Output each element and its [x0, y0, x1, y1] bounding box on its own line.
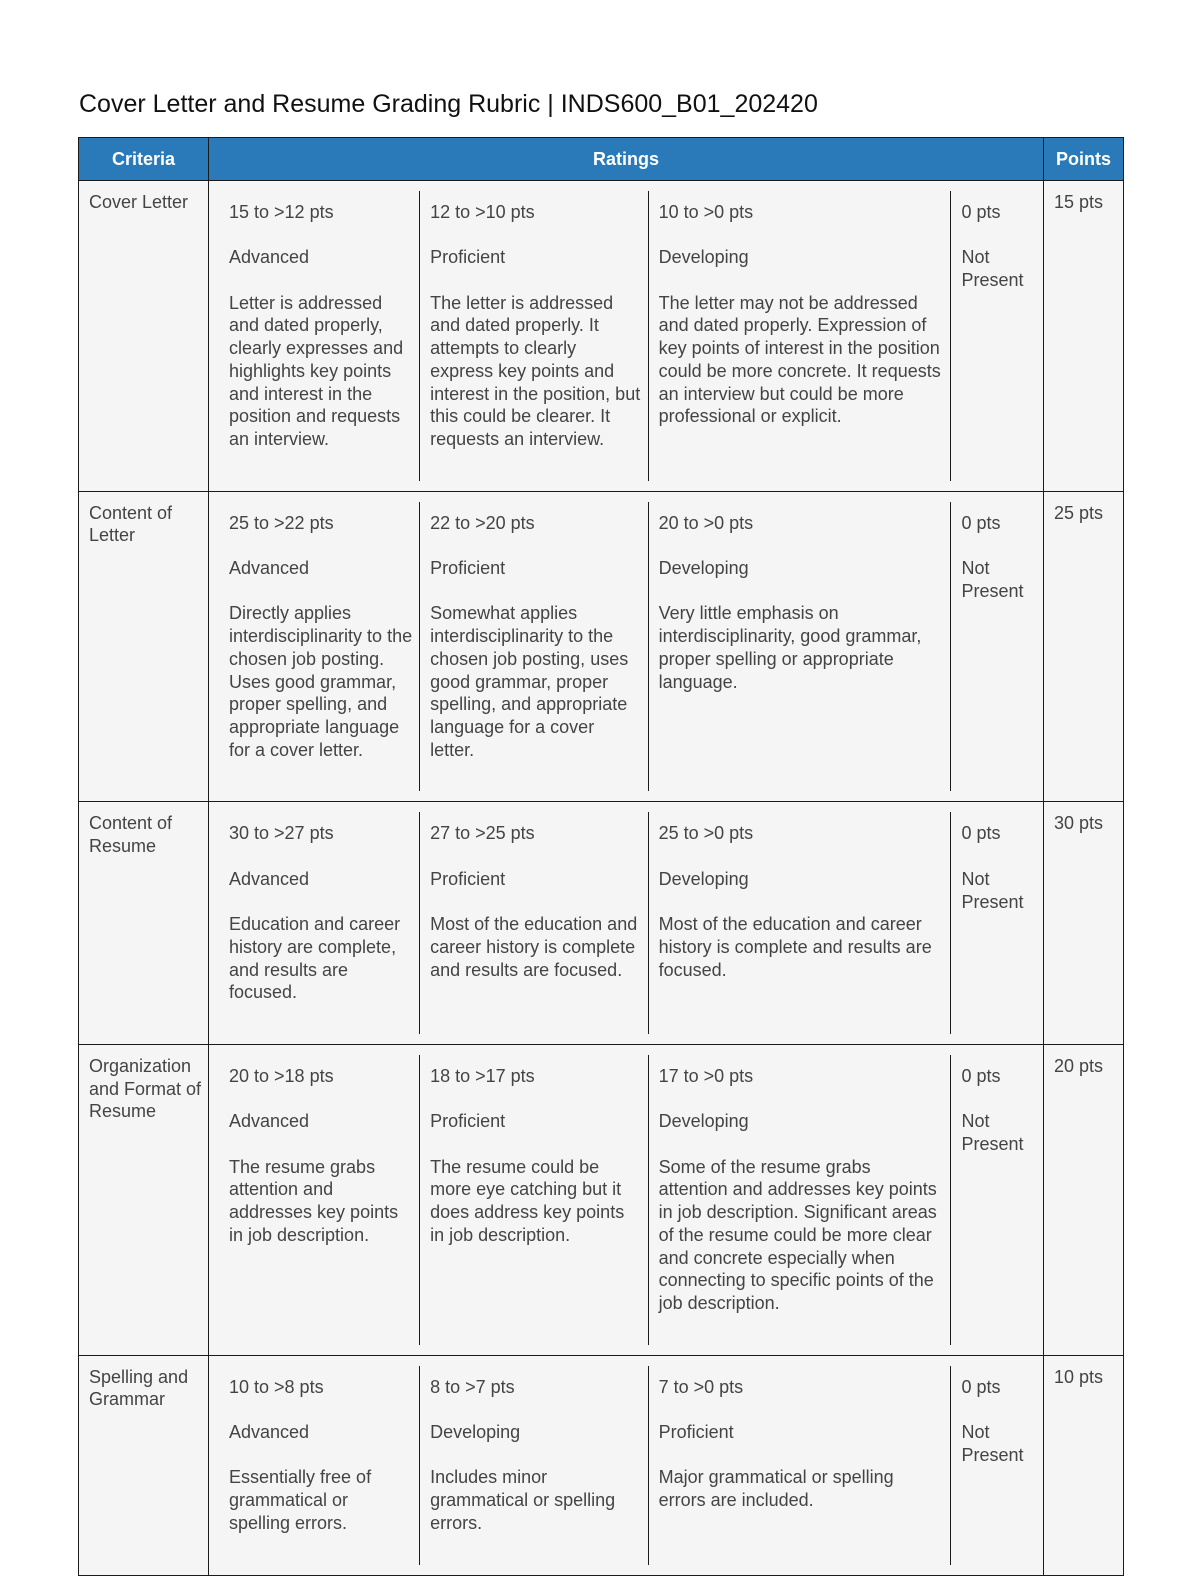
rating-points: 0 pts: [961, 512, 1001, 533]
rating-level: Developing: [430, 1422, 521, 1443]
criteria-header: Criteria: [79, 138, 209, 181]
rating-option: [649, 191, 952, 481]
rating-description: The resume grabs attention and addresses key points in job description.: [229, 1156, 399, 1245]
ratings-cell: [209, 1045, 1044, 1356]
rating-level: Advanced: [229, 868, 310, 889]
rating-option: [649, 1366, 952, 1565]
rating-level: Not Present: [961, 558, 1024, 601]
rating-points: 20 to >0 pts: [658, 512, 754, 533]
rating-option: [951, 812, 1037, 1034]
criterion-row: [79, 1355, 1124, 1575]
rating-option: [219, 502, 420, 792]
rating-points: 30 to >27 pts: [229, 823, 334, 844]
rating-description: The letter is addressed and dated properly. It attempts to clearly express key points and interest in the position, but this could be clearer. It requests an interview.: [430, 292, 641, 449]
rating-description: Most of the education and career history is complete and results are focused.: [430, 914, 638, 980]
rating-points: 22 to >20 pts: [430, 512, 535, 533]
rubric-table: [78, 137, 1124, 1576]
rating-level: Advanced: [229, 1422, 310, 1443]
criterion-points: 25 pts: [1044, 491, 1124, 802]
rating-points: 25 to >22 pts: [229, 512, 334, 533]
rating-points: 0 pts: [961, 1066, 1001, 1086]
rating-points: 10 to >8 pts: [229, 1376, 324, 1397]
ratings-cell: [209, 1355, 1044, 1575]
rating-level: Developing: [658, 1111, 749, 1132]
rating-points: 25 to >0 pts: [658, 823, 754, 844]
rating-level: Not Present: [961, 868, 1024, 912]
rating-description: Some of the resume grabs attention and addresses key points in job description. Significant areas of the resume could be more clear and concrete especially when connecting to specific points of the job description.: [658, 1156, 937, 1313]
rating-points: 0 pts: [961, 1376, 1001, 1397]
rating-option: [420, 502, 649, 792]
rating-level: Proficient: [658, 1422, 734, 1443]
criterion-row: [79, 802, 1124, 1045]
points-header: Points: [1044, 138, 1124, 181]
rating-description: Most of the education and career history is complete and results are focused.: [658, 914, 932, 980]
rating-option: [420, 191, 649, 481]
rating-level: Proficient: [430, 247, 506, 268]
criterion-name: Content of Resume: [79, 802, 209, 1045]
rating-description: Letter is addressed and dated properly, clearly expresses and highlights key points and interest in the position and requests an interview.: [229, 292, 404, 449]
rating-points: 8 to >7 pts: [430, 1376, 515, 1397]
rating-option: [649, 1055, 952, 1345]
criterion-name: Organization and Format of Resume: [79, 1045, 209, 1356]
rating-level: Proficient: [430, 558, 506, 579]
rating-level: Developing: [658, 868, 749, 889]
rating-description: Includes minor grammatical or spelling errors.: [430, 1467, 616, 1533]
criterion-points: 10 pts: [1044, 1355, 1124, 1575]
rating-description: The resume could be more eye catching but it does address key points in job description.: [430, 1156, 625, 1245]
rating-option: [951, 191, 1037, 481]
rating-points: 10 to >0 pts: [658, 202, 754, 222]
rating-option: [649, 502, 952, 792]
header-row: [79, 138, 1124, 181]
criterion-name: Content of Letter: [79, 491, 209, 802]
criterion-row: [79, 181, 1124, 492]
rating-level: Advanced: [229, 558, 310, 579]
rating-points: 0 pts: [961, 202, 1001, 222]
criterion-name: Spelling and Grammar: [79, 1355, 209, 1575]
rating-option: [951, 502, 1037, 792]
rating-option: [420, 1366, 649, 1565]
rating-points: 0 pts: [961, 823, 1001, 844]
criterion-points: 15 pts: [1044, 181, 1124, 492]
rating-points: 20 to >18 pts: [229, 1066, 334, 1086]
rating-description: Directly applies interdisciplinarity to the chosen job posting. Uses good grammar, proper spelling, and appropriate language for a cover letter.: [229, 603, 413, 760]
rating-level: Not Present: [961, 1422, 1024, 1465]
rating-description: Major grammatical or spelling errors are included.: [658, 1467, 894, 1511]
page-title: Cover Letter and Resume Grading Rubric | INDS600_B01_202420: [79, 90, 818, 118]
rating-option: [649, 812, 952, 1034]
rating-level: Proficient: [430, 868, 506, 889]
criterion-row: [79, 491, 1124, 802]
rating-description: Essentially free of grammatical or spelling errors.: [229, 1467, 372, 1533]
criterion-name: Cover Letter: [79, 181, 209, 492]
rating-option: [951, 1055, 1037, 1345]
rating-points: 12 to >10 pts: [430, 202, 535, 222]
rating-option: [420, 812, 649, 1034]
ratings-cell: [209, 181, 1044, 492]
rating-points: 18 to >17 pts: [430, 1066, 535, 1086]
rating-description: Very little emphasis on interdisciplinarity, good grammar, proper spelling or appropriate language.: [658, 603, 922, 692]
rating-option: [219, 1055, 420, 1345]
ratings-header: Ratings: [209, 138, 1044, 181]
rating-option: [219, 191, 420, 481]
rating-level: Advanced: [229, 247, 310, 268]
rating-level: Proficient: [430, 1111, 506, 1132]
rating-level: Not Present: [961, 1111, 1024, 1155]
rating-option: [219, 812, 420, 1034]
rating-level: Not Present: [961, 247, 1024, 291]
rating-description: Somewhat applies interdisciplinarity to the chosen job posting, uses good grammar, proper spelling, and appropriate language for a cover letter.: [430, 603, 629, 760]
rating-description: The letter may not be addressed and dated properly. Expression of key points of interest in the position could be more concrete. It requests an interview but could be more professional or explicit.: [658, 292, 941, 427]
ratings-cell: [209, 491, 1044, 802]
ratings-cell: [209, 802, 1044, 1045]
criterion-row: [79, 1045, 1124, 1356]
criterion-points: 30 pts: [1044, 802, 1124, 1045]
criterion-points: 20 pts: [1044, 1045, 1124, 1356]
rating-option: [951, 1366, 1037, 1565]
rating-option: [420, 1055, 649, 1345]
rating-description: Education and career history are complete, and results are focused.: [229, 914, 401, 1003]
rating-level: Developing: [658, 558, 749, 579]
rating-option: [219, 1366, 420, 1565]
rating-points: 17 to >0 pts: [658, 1066, 754, 1086]
rating-points: 15 to >12 pts: [229, 202, 334, 222]
rating-level: Advanced: [229, 1111, 310, 1132]
rating-points: 27 to >25 pts: [430, 823, 535, 844]
rating-level: Developing: [658, 247, 749, 268]
rating-points: 7 to >0 pts: [658, 1376, 744, 1397]
